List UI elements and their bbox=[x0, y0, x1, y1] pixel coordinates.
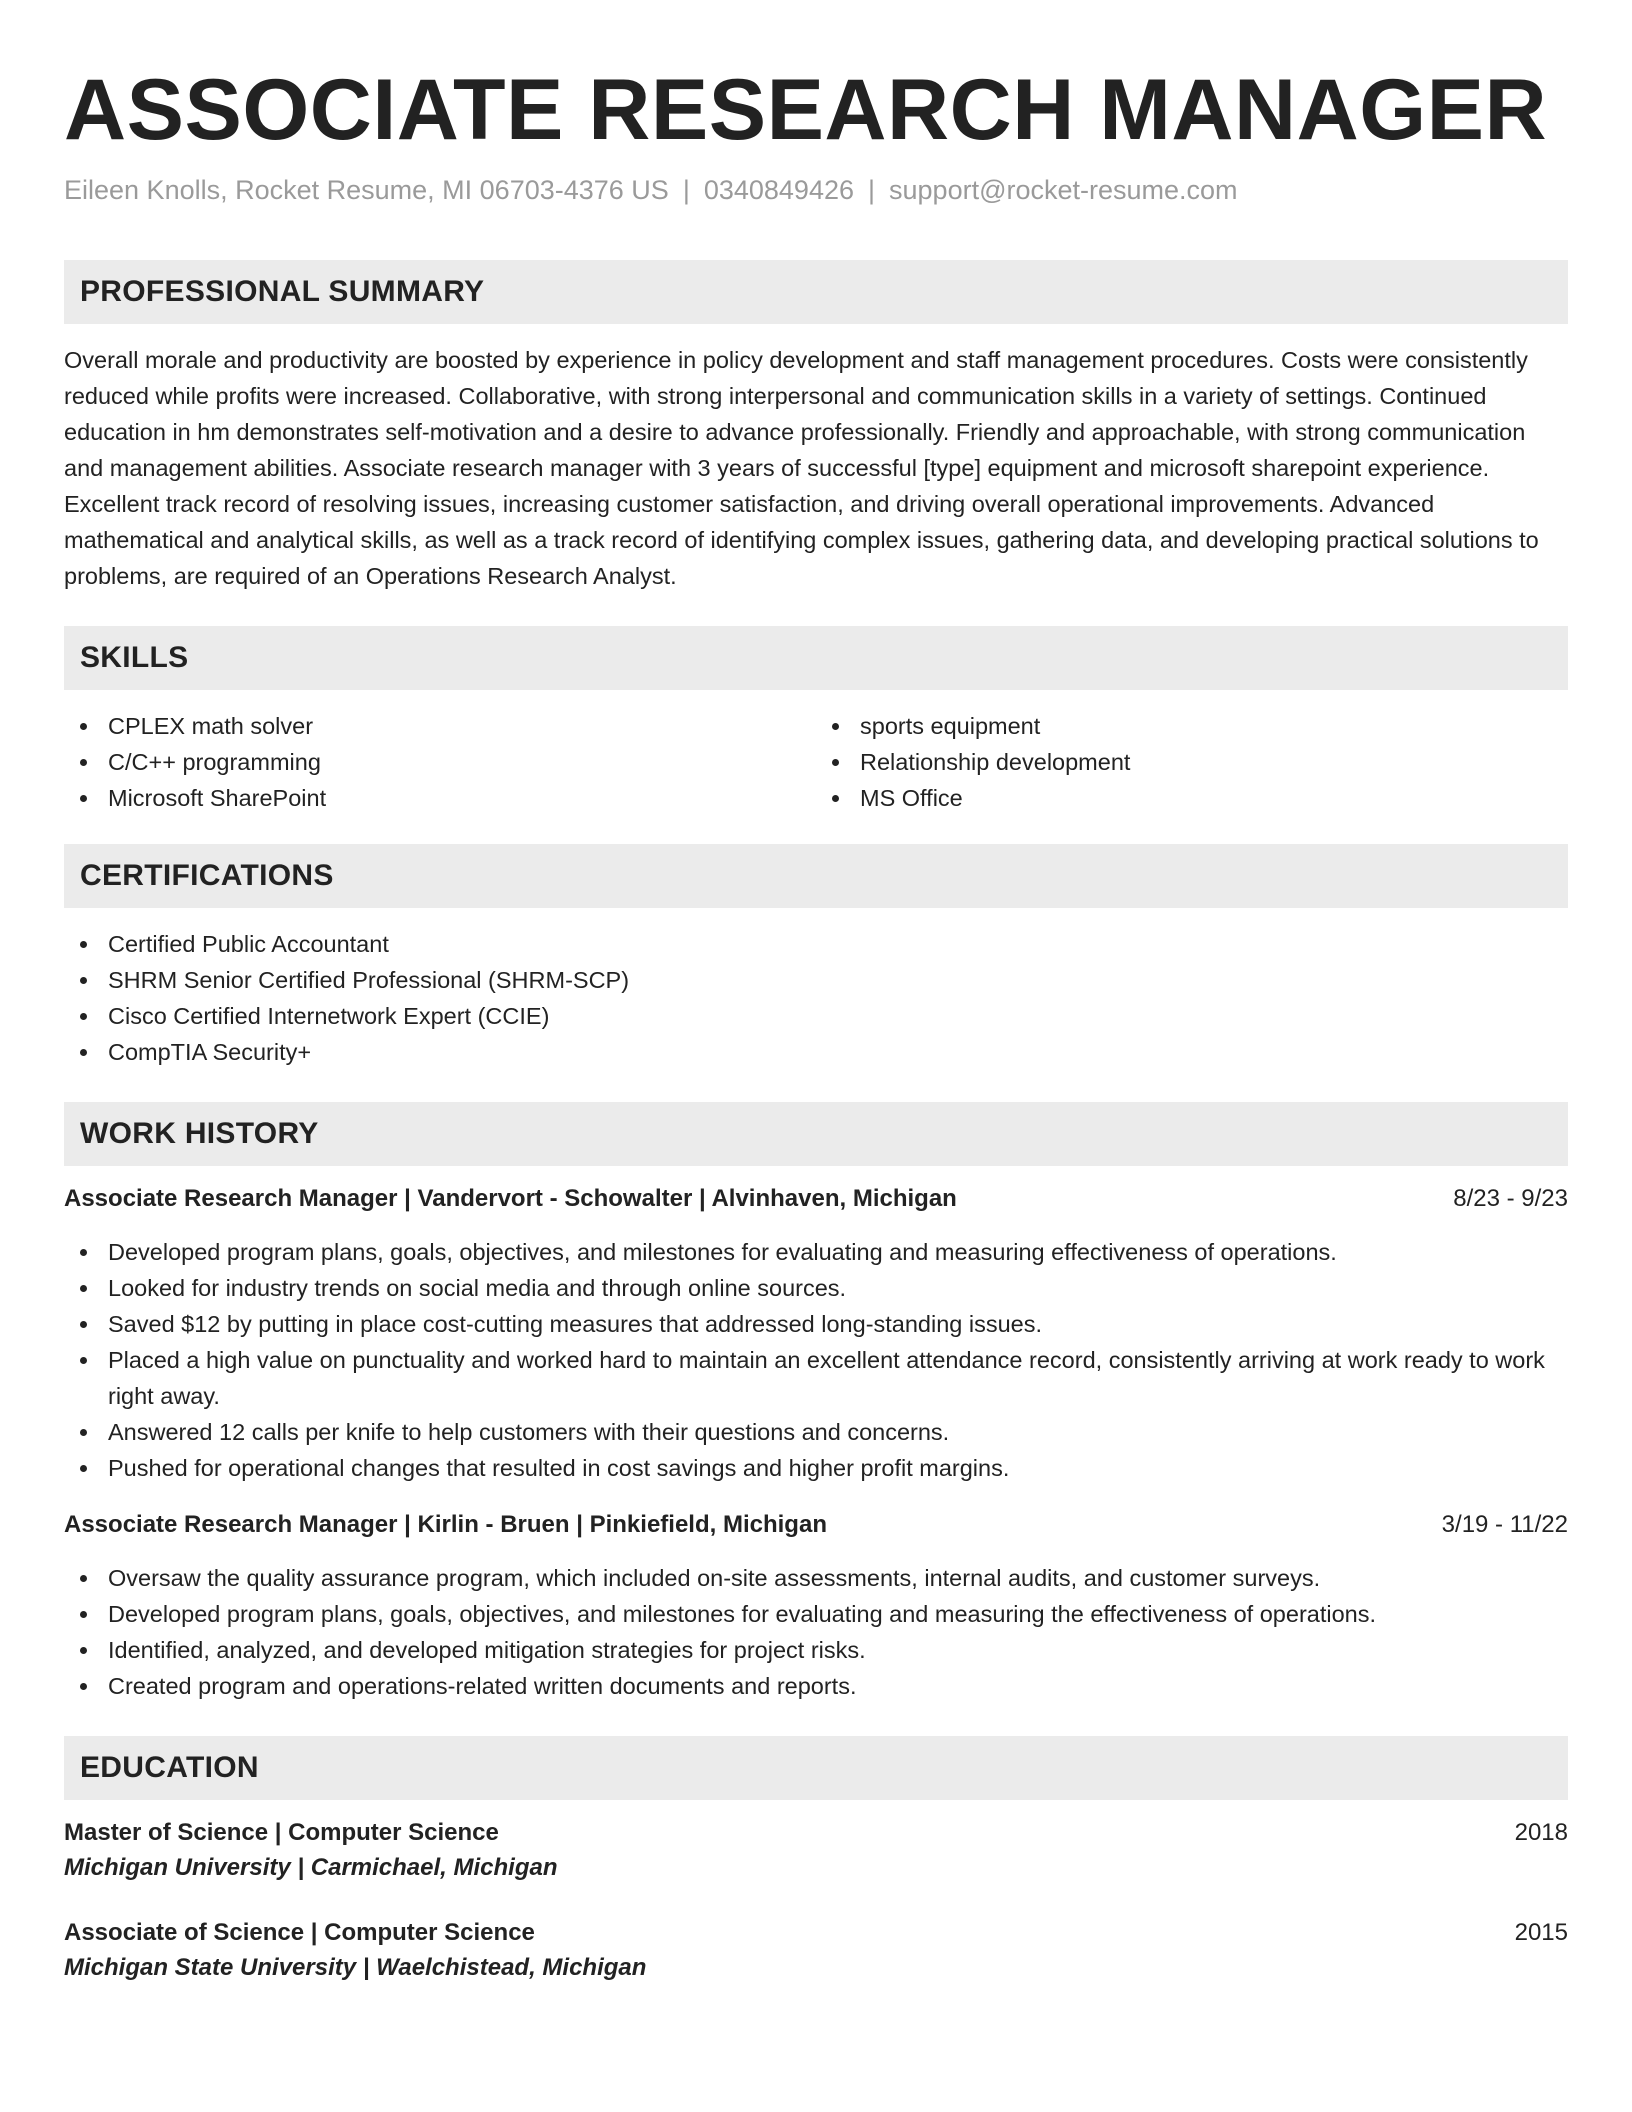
resume-title: ASSOCIATE RESEARCH MANAGER bbox=[64, 62, 1548, 158]
job-bullet-list bbox=[64, 1234, 1568, 1486]
skill-item: CPLEX math solver bbox=[64, 708, 816, 744]
job-bullet: Saved $12 by putting in place cost-cutting measures that addressed long-standing issues. bbox=[64, 1306, 1568, 1342]
skill-item: Microsoft SharePoint bbox=[64, 780, 816, 816]
education-school: Michigan State University | Waelchistead, Michigan bbox=[64, 1954, 647, 1981]
job-bullet: Created program and operations-related written documents and reports. bbox=[64, 1668, 1568, 1704]
skill-item: MS Office bbox=[816, 780, 1568, 816]
skills-grid bbox=[64, 708, 1568, 816]
job-title: Associate Research Manager | Kirlin - Bruen | Pinkiefield, Michigan bbox=[64, 1511, 827, 1538]
section-heading-work-history: WORK HISTORY bbox=[64, 1102, 1568, 1166]
education-header bbox=[64, 1916, 1568, 1950]
contact-separator: | bbox=[682, 175, 690, 205]
certification-item: CompTIA Security+ bbox=[64, 1034, 1568, 1070]
job-bullet: Developed program plans, goals, objectives, and milestones for evaluating and measuring the effectiveness of operations. bbox=[64, 1596, 1568, 1632]
skills-column-left bbox=[64, 708, 816, 816]
certification-item: Certified Public Accountant bbox=[64, 926, 1568, 962]
education-school: Michigan University | Carmichael, Michigan bbox=[64, 1854, 558, 1881]
contact-phone: 0340849426 bbox=[703, 175, 854, 205]
job-header bbox=[64, 1508, 1568, 1542]
skill-item: sports equipment bbox=[816, 708, 1568, 744]
job-bullet: Answered 12 calls per knife to help customers with their questions and concerns. bbox=[64, 1414, 1568, 1450]
job-dates: 8/23 - 9/23 bbox=[1453, 1185, 1568, 1212]
section-heading-certifications: CERTIFICATIONS bbox=[64, 844, 1568, 908]
education-year: 2018 bbox=[1514, 1819, 1568, 1846]
contact-line bbox=[64, 172, 1568, 208]
summary-text: Overall morale and productivity are boosted by experience in policy development and staff management procedures. Costs were consistently reduced while profits were increased. Collaborative, with strong interpersonal and communication skills in a variety of settings. Continued education in hm demonstrates self-motivation and a desire to advance professionally. Friendly and approachable, with strong communication and management abilities. Associate research manager with 3 years of successful [type] equipment and microsoft sharepoint experience. Excellent track record of resolving issues, increasing customer satisfaction, and driving overall operational improvements. Advanced mathematical and analytical skills, as well as a track record of identifying complex issues, gathering data, and developing practical solutions to problems, are required of an Operations Research Analyst. bbox=[64, 347, 1539, 589]
education-header bbox=[64, 1816, 1568, 1850]
section-heading-summary: PROFESSIONAL SUMMARY bbox=[64, 260, 1568, 324]
contact-address: Eileen Knolls, Rocket Resume, MI 06703-4376 US bbox=[64, 175, 669, 205]
skill-item: C/C++ programming bbox=[64, 744, 816, 780]
certification-item: Cisco Certified Internetwork Expert (CCIE) bbox=[64, 998, 1568, 1034]
certification-item: SHRM Senior Certified Professional (SHRM-SCP) bbox=[64, 962, 1568, 998]
job-bullet: Oversaw the quality assurance program, which included on-site assessments, internal audits, and customer surveys. bbox=[64, 1560, 1568, 1596]
education-degree: Master of Science | Computer Science bbox=[64, 1819, 499, 1846]
section-heading-skills: SKILLS bbox=[64, 626, 1568, 690]
job-dates: 3/19 - 11/22 bbox=[1441, 1511, 1568, 1538]
job-title: Associate Research Manager | Vandervort - Schowalter | Alvinhaven, Michigan bbox=[64, 1185, 957, 1212]
education-year: 2015 bbox=[1514, 1919, 1568, 1946]
contact-separator: | bbox=[868, 175, 876, 205]
education-degree: Associate of Science | Computer Science bbox=[64, 1919, 535, 1946]
skills-column-right bbox=[816, 708, 1568, 816]
job-bullet: Looked for industry trends on social media and through online sources. bbox=[64, 1270, 1568, 1306]
job-bullet: Identified, analyzed, and developed mitigation strategies for project risks. bbox=[64, 1632, 1568, 1668]
job-bullet: Pushed for operational changes that resulted in cost savings and higher profit margins. bbox=[64, 1450, 1568, 1486]
job-header bbox=[64, 1182, 1568, 1216]
contact-email: support@rocket-resume.com bbox=[889, 175, 1238, 205]
job-bullet: Developed program plans, goals, objectives, and milestones for evaluating and measuring effectiveness of operations. bbox=[64, 1234, 1568, 1270]
skill-item: Relationship development bbox=[816, 744, 1568, 780]
certification-list bbox=[64, 926, 1568, 1070]
job-bullet: Placed a high value on punctuality and worked hard to maintain an excellent attendance record, consistently arriving at work ready to work right away. bbox=[64, 1342, 1568, 1414]
section-heading-education: EDUCATION bbox=[64, 1736, 1568, 1800]
job-bullet-list bbox=[64, 1560, 1568, 1704]
